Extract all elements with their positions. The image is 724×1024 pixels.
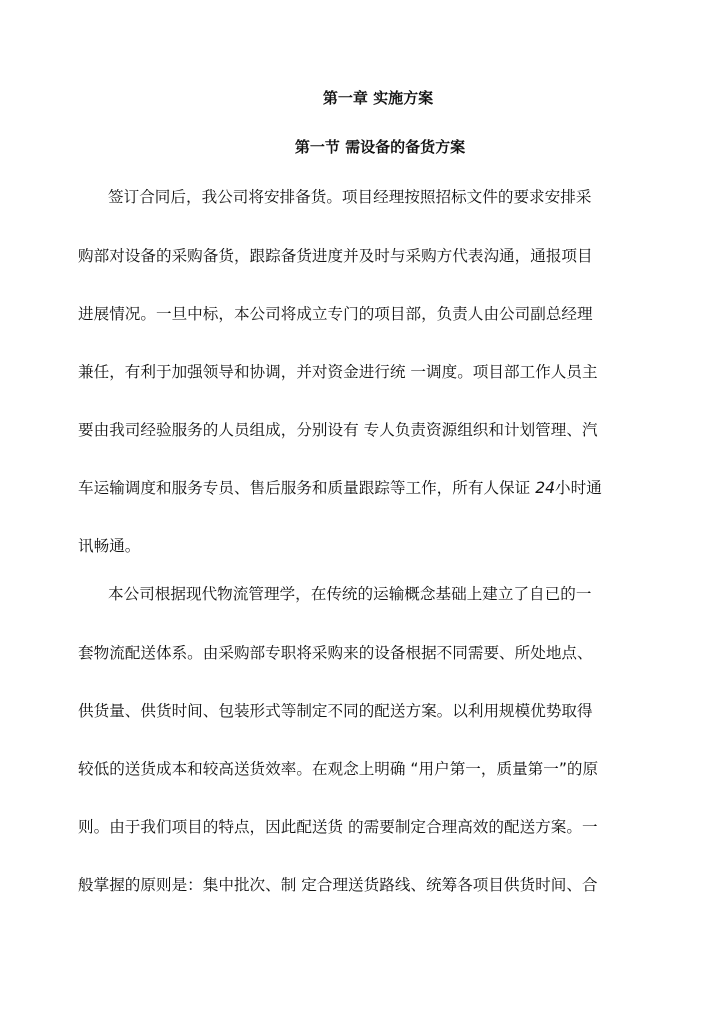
paragraph-line: 较低的送货成本和较高送货效率。在观念上明确 “用户第一，质量第一”的原: [78, 760, 599, 778]
paragraph-line: 则。由于我们项目的特点，因此配送货 的需要制定合理高效的配送方案。一: [78, 818, 598, 836]
section-title: 第一节 需设备的备货方案: [294, 138, 466, 156]
paragraph-line: 兼任，有利于加强领导和协调，并对资金进行统 一调度。项目部工作人员主: [78, 363, 598, 381]
paragraph-line: 购部对设备的采购备货，跟踪备货进度并及时与采购方代表沟通，通报项目: [78, 247, 593, 265]
paragraph-line: [78, 477, 648, 499]
line-text: 车运输调度和服务专员、售后服务和质量跟踪等工作，所有人保证: [78, 479, 531, 497]
paragraph-line: 签订合同后，我公司将安排备货。项目经理按照招标文件的要求安排采: [108, 188, 592, 206]
paragraph-line: 进展情况。一旦中标，本公司将成立专门的项目部，负责人由公司副总经理: [78, 305, 593, 323]
paragraph-line: 要由我司经验服务的人员组成，分别设有 专人负责资源组织和计划管理、汽: [78, 421, 598, 439]
hours-number: 24: [535, 479, 556, 497]
paragraph-line: 本公司根据现代物流管理学，在传统的运输概念基础上建立了自已的一: [108, 585, 592, 603]
chapter-title: 第一章 实施方案: [322, 89, 434, 107]
paragraph-line: 讯畅通。: [78, 537, 141, 555]
paragraph-line: 套物流配送体系。由采购部专职将采购来的设备根据不同需要、所处地点、: [78, 644, 593, 662]
line-tail: 小时通: [555, 479, 602, 497]
paragraph-line: 供货量、供货时间、包装形式等制定不同的配送方案。以利用规模优势取得: [78, 702, 593, 720]
paragraph-line: 般掌握的原则是：集中批次、制 定合理送货路线、统筹各项目供货时间、合: [78, 876, 598, 894]
